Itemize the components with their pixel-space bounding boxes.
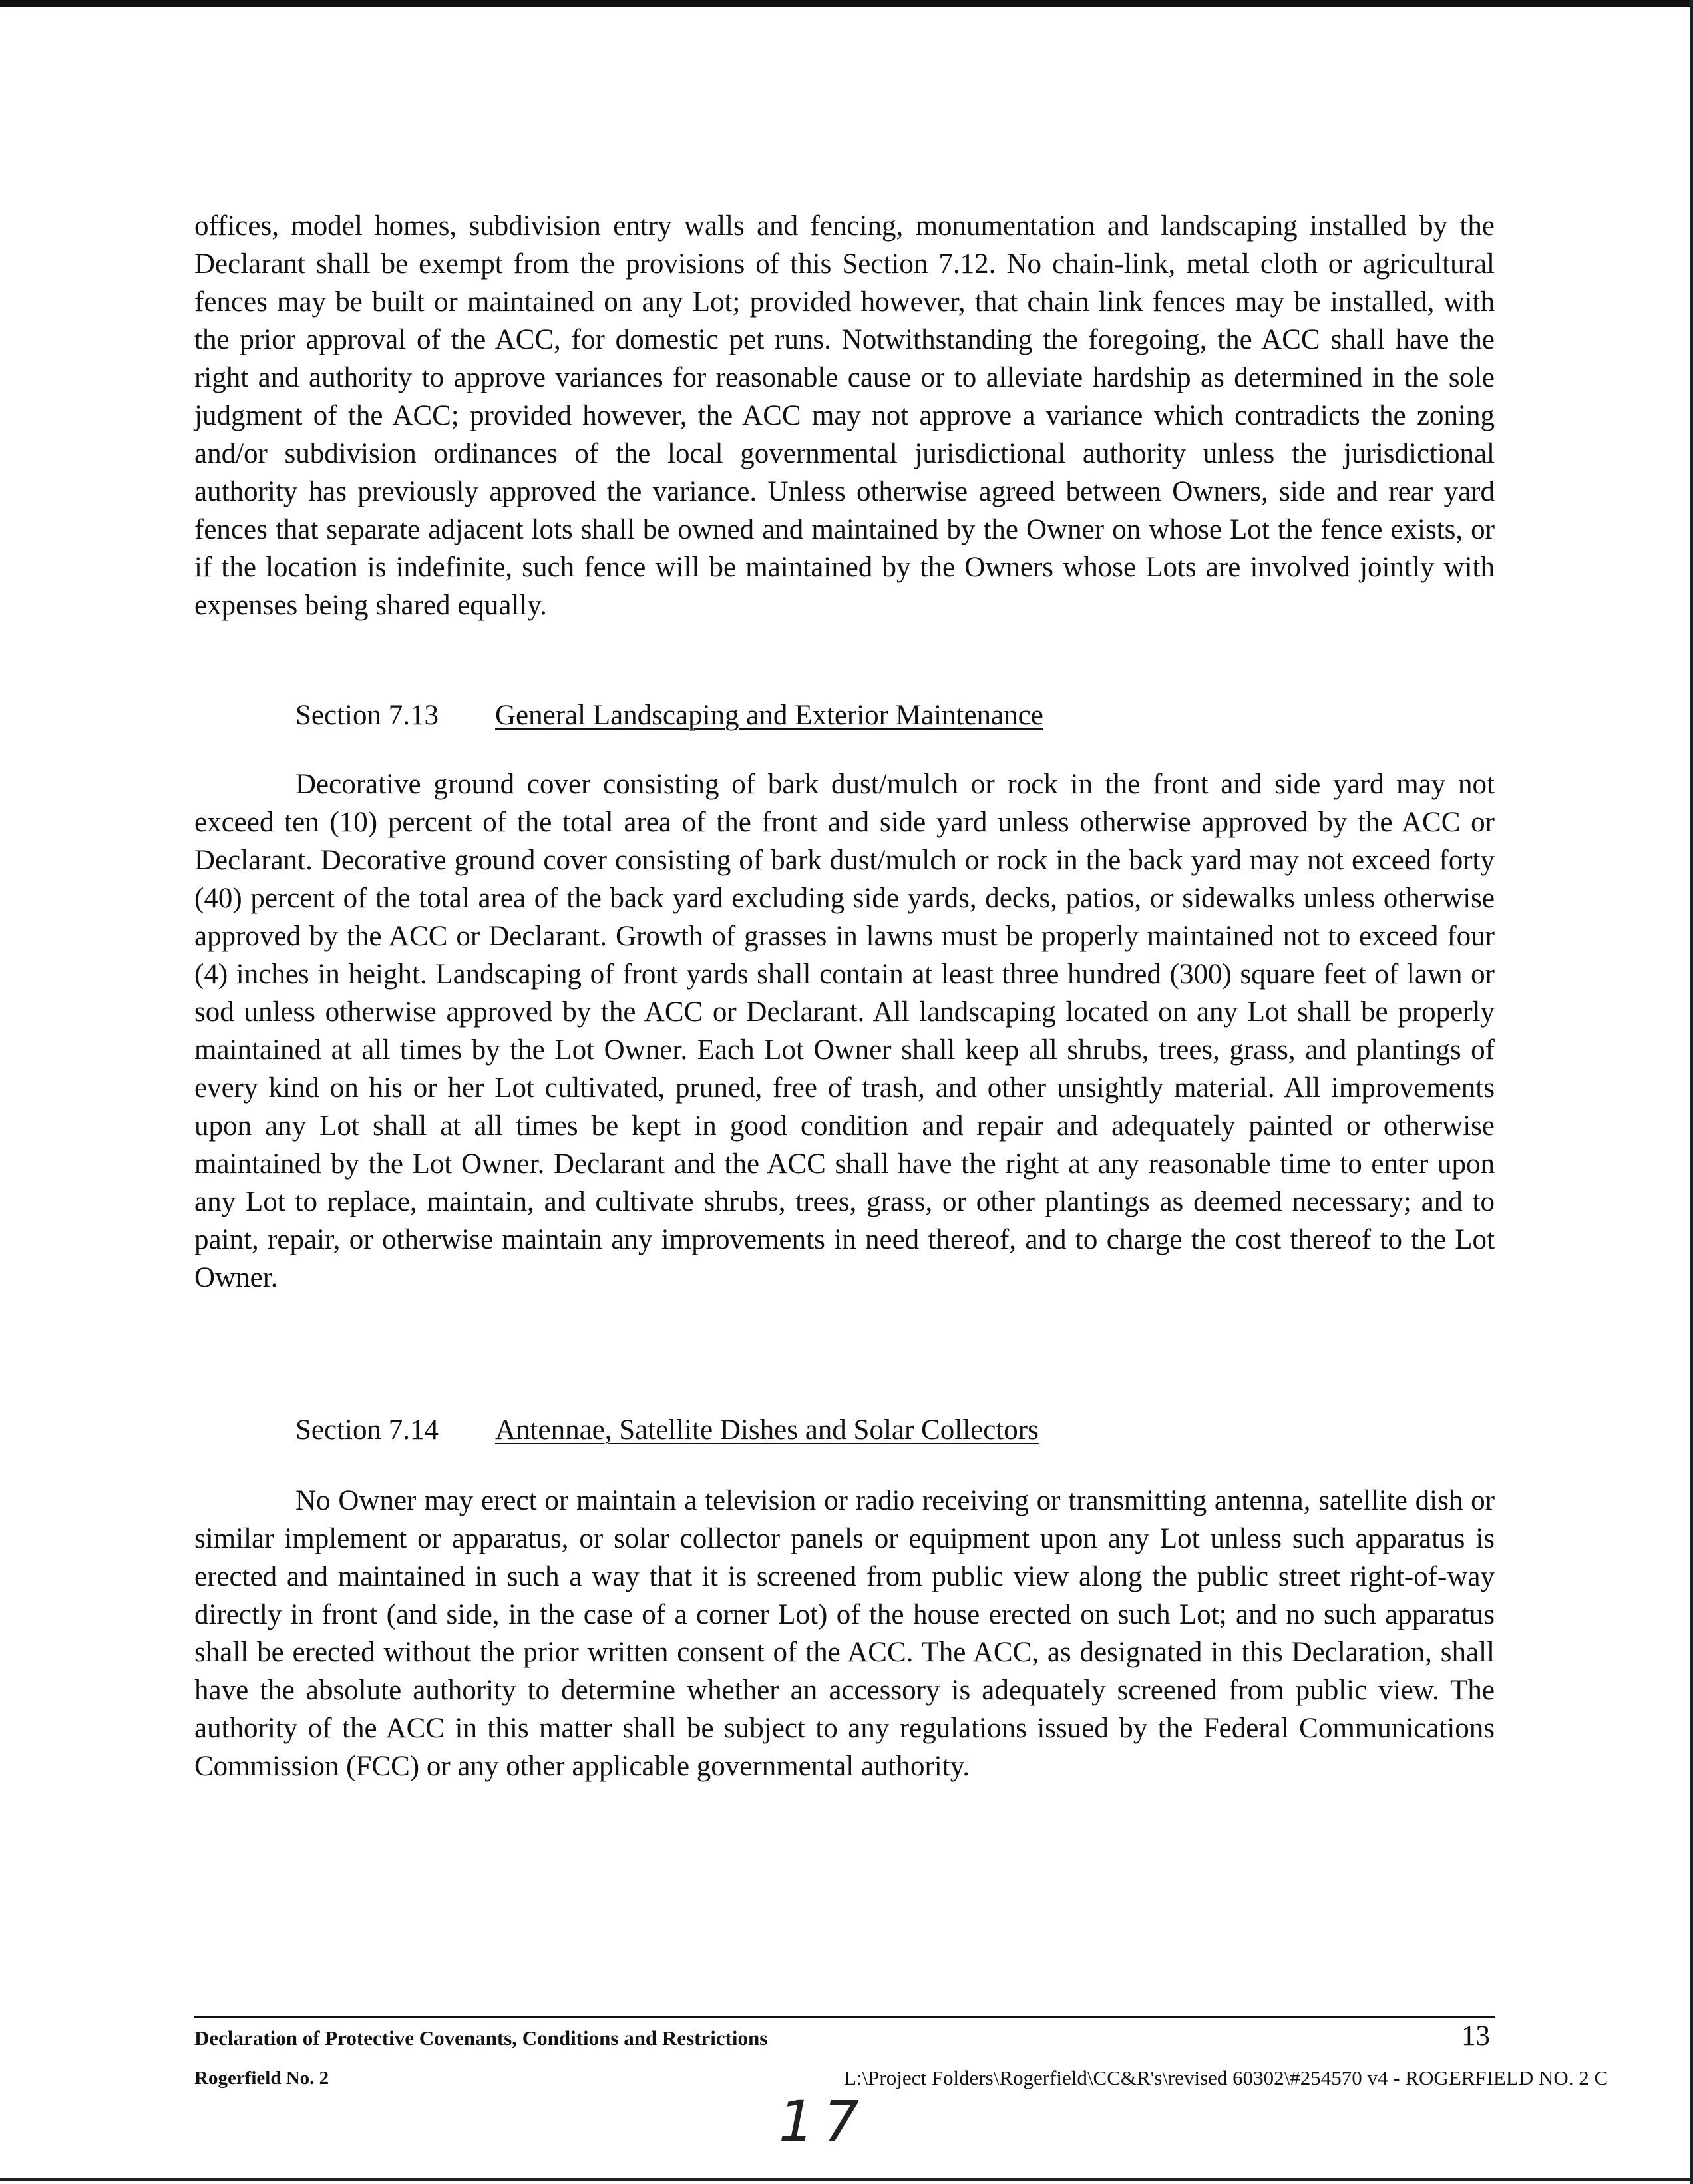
section-7-13-title: General Landscaping and Exterior Maintenance bbox=[495, 700, 1043, 731]
top-scan-border bbox=[0, 0, 1693, 7]
right-scan-border bbox=[1690, 0, 1693, 2184]
paragraph-section-7-13: Decorative ground cover consisting of bark dust/mulch or rock in the front and side yard may not exceed ten (10) percent of the total area of the front and side yard unless otherwise approved by the ACC or Declarant. Decorative ground cover consisting of bark dust/mulch or rock in the back yard may not exceed forty (40) percent of the total area of the back yard excluding side yards, decks, patios, or sidewalks unless otherwise approved by the ACC or Declarant. Growth of grasses in lawns must be properly maintained not to exceed four (4) inches in height. Landscaping of front yards shall contain at least three hundred (300) square feet of lawn or sod unless otherwise approved by the ACC or Declarant. All landscaping located on any Lot shall be properly maintained at all times by the Lot Owner. Each Lot Owner shall keep all shrubs, trees, grass, and plantings of every kind on his or her Lot cultivated, pruned, free of trash, and other unsightly material. All improvements upon any Lot shall at all times be kept in good condition and repair and adequately painted or otherwise maintained by the Lot Owner. Declarant and the ACC shall have the right at any reasonable time to enter upon any Lot to replace, maintain, and cultivate shrubs, trees, grass, or other plantings as deemed necessary; and to paint, repair, or otherwise maintain any improvements in need thereof, and to charge the cost thereof to the Lot Owner. bbox=[194, 769, 1495, 1293]
section-7-14-heading bbox=[295, 1411, 1039, 1449]
footer-divider bbox=[194, 2016, 1495, 2018]
page-number: 13 bbox=[1461, 2020, 1490, 2052]
section-7-14-title: Antennae, Satellite Dishes and Solar Collectors bbox=[495, 1415, 1039, 1446]
footer-subdivision-name: Rogerfield No. 2 bbox=[194, 2068, 329, 2089]
paragraph-section-7-14: No Owner may erect or maintain a television or radio receiving or transmitting antenna, satellite dish or similar implement or apparatus, or solar collector panels or equipment upon any Lot unless such apparatus is erected and maintained in such a way that it is screened from public view along the public street right-of-way directly in front (and side, in the case of a corner Lot) of the house erected on such Lot; and no such apparatus shall be erected without the prior written consent of the ACC. The ACC, as designated in this Declaration, shall have the absolute authority to determine whether an accessory is adequately screened from public view. The authority of the ACC in this matter shall be subject to any regulations issued by the Federal Communications Commission (FCC) or any other applicable governmental authority. bbox=[194, 1485, 1495, 1782]
footer-document-title: Declaration of Protective Covenants, Conditions and Restrictions bbox=[194, 2026, 768, 2050]
footer-file-path: L:\Project Folders\Rogerfield\CC&R's\revised 60302\#254570 v4 - ROGERFIELD NO. 2 C bbox=[844, 2066, 1608, 2089]
section-7-13-number: Section 7.13 bbox=[295, 700, 439, 731]
paragraph-section-7-12-continued: offices, model homes, subdivision entry walls and fencing, monumentation and landscaping installed by the Declarant shall be exempt from the provisions of this Section 7.12. No chain-link, metal cloth or agricultural fences may be built or maintained on any Lot; provided however, that chain link fences may be installed, with the prior approval of the ACC, for domestic pet runs. Notwithstanding the foregoing, the ACC shall have the right and authority to approve variances for reasonable cause or to alleviate hardship as determined in the sole judgment of the ACC; provided however, the ACC may not approve a variance which contradicts the zoning and/or subdivision ordinances of the local governmental jurisdictional authority unless the jurisdictional authority has previously approved the variance. Unless otherwise agreed between Owners, side and rear yard fences that separate adjacent lots shall be owned and maintained by the Owner on whose Lot the fence exists, or if the location is indefinite, such fence will be maintained by the Owners whose Lots are involved jointly with expenses being shared equally. bbox=[194, 210, 1495, 621]
handwritten-page-number: 17 bbox=[779, 2089, 868, 2154]
section-7-14-number: Section 7.14 bbox=[295, 1415, 439, 1446]
section-7-13-heading bbox=[295, 696, 1043, 734]
bottom-scan-border bbox=[0, 2178, 1693, 2181]
